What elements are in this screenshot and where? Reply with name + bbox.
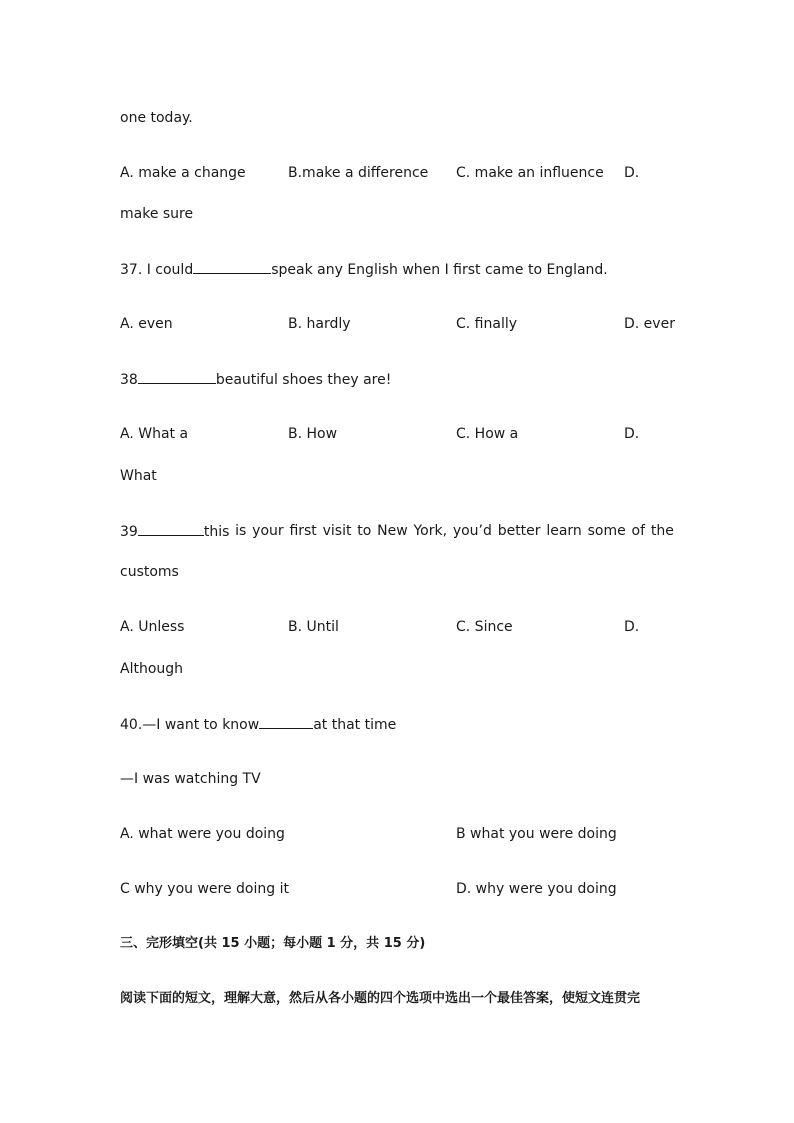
q39-stem xyxy=(120,521,674,542)
q39-word: first xyxy=(289,523,317,539)
section-heading: 三、完形填空(共 15 小题；每小题 1 分，共 15 分) xyxy=(120,936,426,951)
q37-option-c: C. finally xyxy=(456,316,518,332)
q36-option-b: B.make a difference xyxy=(288,165,429,181)
q39-word: this xyxy=(203,524,230,540)
q36-option-c: C. make an influence xyxy=(456,165,604,181)
q38-option-c: C. How a xyxy=(456,426,519,442)
q36-option-d: D. xyxy=(624,165,640,181)
q37-suffix: speak any English when I first came to England. xyxy=(271,262,608,278)
q37-blank xyxy=(193,259,271,274)
q39-word: your xyxy=(252,523,284,539)
q38-option-d: D. xyxy=(624,426,640,442)
q38-option-d-text: What xyxy=(120,468,157,484)
q39-word: York, xyxy=(413,523,448,539)
q39-option-d-text: Although xyxy=(120,661,184,677)
q39-continuation: customs xyxy=(120,564,179,580)
q39-blank xyxy=(138,521,204,536)
q36-option-a: A. make a change xyxy=(120,165,246,181)
q37-stem xyxy=(120,259,608,280)
q39-option-d: D. xyxy=(624,619,640,635)
q39-word: visit xyxy=(322,523,352,539)
q38-stem xyxy=(120,369,391,390)
q38-option-a: A. What a xyxy=(120,426,189,442)
q37-prefix: 37. I could xyxy=(120,262,194,278)
q40-suffix: at that time xyxy=(313,717,397,733)
q36-continuation: one today. xyxy=(120,110,193,126)
q38-prefix: 38 xyxy=(120,372,138,388)
q39-option-c: C. Since xyxy=(456,619,513,635)
q37-option-b: B. hardly xyxy=(288,316,351,332)
q39-word: you’d xyxy=(452,523,492,539)
q39-word: better xyxy=(497,523,541,539)
q39-word: the xyxy=(650,523,674,539)
q37-option-d: D. ever xyxy=(624,316,675,332)
q40-option-a: A. what were you doing xyxy=(120,826,285,842)
q39-word: to xyxy=(357,523,372,539)
q39-word: New xyxy=(377,523,408,539)
q40-reply: —I was watching TV xyxy=(120,771,261,787)
q39-word: some xyxy=(587,523,626,539)
q39-option-a: A. Unless xyxy=(120,619,185,635)
q40-option-d: D. why were you doing xyxy=(456,881,617,897)
q40-option-c: C why you were doing it xyxy=(120,881,289,897)
q36-option-d-text: make sure xyxy=(120,206,194,222)
q40-stem xyxy=(120,714,396,735)
q38-suffix: beautiful shoes they are! xyxy=(215,372,392,388)
q37-option-a: A. even xyxy=(120,316,173,332)
q39-word: is xyxy=(235,523,247,539)
q40-prefix: 40.—I want to know xyxy=(120,717,260,733)
q40-blank xyxy=(259,714,313,729)
section-instruction: 阅读下面的短文，理解大意，然后从各小题的四个选项中选出一个最佳答案，使短文连贯完 xyxy=(120,991,641,1006)
q39-word: learn xyxy=(546,523,582,539)
q38-option-b: B. How xyxy=(288,426,338,442)
q40-option-b: B what you were doing xyxy=(456,826,617,842)
q39-option-b: B. Until xyxy=(288,619,339,635)
q39-word: of xyxy=(631,523,646,539)
q38-blank xyxy=(138,369,216,384)
q39-prefix-group xyxy=(120,521,229,542)
q39-prefix: 39 xyxy=(120,524,138,540)
